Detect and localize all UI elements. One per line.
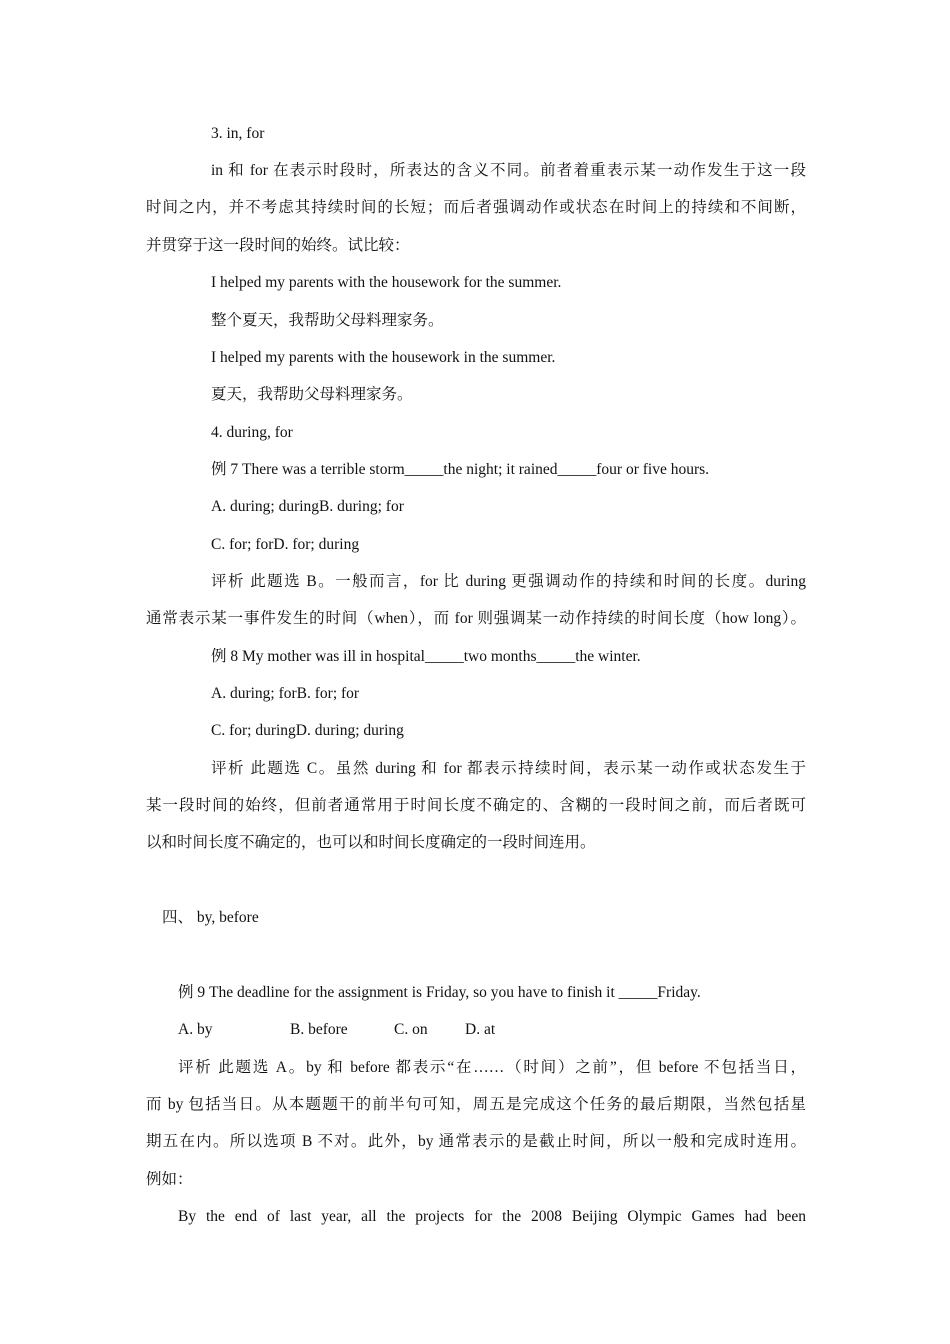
section-heading-by-before: 四、 by, before: [162, 909, 259, 926]
analysis-8-line-2: 某一段时间的始终，但前者通常用于时间长度不确定的、含糊的一段时间之前，而后者既可: [146, 797, 806, 814]
analysis-9-line-2: 而 by 包括当日。从本题题干的前半句可知，周五是完成这个任务的最后期限，当然包括星: [146, 1096, 806, 1113]
example-9-question: 例 9 The deadline for the assignment is Friday, so you have to finish it _____Friday.: [178, 984, 701, 1001]
paragraph-in-for-line-3: 并贯穿于这一段时间的始终。试比较：: [146, 237, 410, 254]
example-8-question: 例 8 My mother was ill in hospital_____two months_____the winter.: [211, 648, 641, 665]
example-sentence-en-2: I helped my parents with the housework in the summer.: [211, 349, 556, 366]
heading-in-for: 3. in, for: [211, 125, 265, 142]
example-sentence-zh-2: 夏天，我帮助父母料理家务。: [211, 386, 413, 403]
analysis-7-line-2: 通常表示某一事件发生的时间（when），而 for 则强调某一动作持续的时间长度（how long）。: [146, 610, 806, 627]
analysis-7-line-1: 评析 此题选 B。一般而言，for 比 during 更强调动作的持续和时间的长度。during: [211, 573, 806, 590]
example-9-option-d: D. at: [465, 1021, 496, 1038]
analysis-9-line-3: 期五在内。所以选项 B 不对。此外，by 通常表示的是截止时间，所以一般和完成时连用。: [146, 1133, 806, 1150]
analysis-9-line-1: 评析 此题选 A。by 和 before 都表示“在……（时间）之前”，但 before 不包括当日，: [178, 1059, 806, 1076]
example-9-option-c: C. on: [394, 1021, 428, 1038]
example-8-options-cd: C. for; duringD. during; during: [211, 722, 404, 739]
example-7-question: 例 7 There was a terrible storm_____the night; it rained_____four or five hours.: [211, 461, 710, 478]
example-9-option-b: B. before: [290, 1021, 348, 1038]
analysis-9-line-4: 例如：: [146, 1171, 193, 1188]
paragraph-in-for-line-1: in 和 for 在表示时段时，所表达的含义不同。前者着重表示某一动作发生于这一段: [211, 162, 806, 179]
analysis-8-line-3: 以和时间长度不确定的，也可以和时间长度确定的一段时间连用。: [146, 834, 596, 851]
example-8-options-ab: A. during; forB. for; for: [211, 685, 360, 702]
heading-during-for: 4. during, for: [211, 424, 293, 441]
example-7-options-ab: A. during; duringB. during; for: [211, 498, 404, 515]
example-7-options-cd: C. for; forD. for; during: [211, 536, 360, 553]
example-sentence-en-1: I helped my parents with the housework for the summer.: [211, 274, 562, 291]
paragraph-in-for-line-2: 时间之内，并不考虑其持续时间的长短；而后者强调动作或状态在时间上的持续和不间断，: [146, 199, 806, 216]
analysis-8-line-1: 评析 此题选 C。虽然 during 和 for 都表示持续时间，表示某一动作或状态发生于: [211, 760, 806, 777]
example-9-option-a: A. by: [178, 1021, 213, 1038]
example-sentence-beijing: By the end of last year, all the projects for the 2008 Beijing Olympic Games had been: [178, 1208, 806, 1225]
example-sentence-zh-1: 整个夏天，我帮助父母料理家务。: [211, 312, 444, 329]
